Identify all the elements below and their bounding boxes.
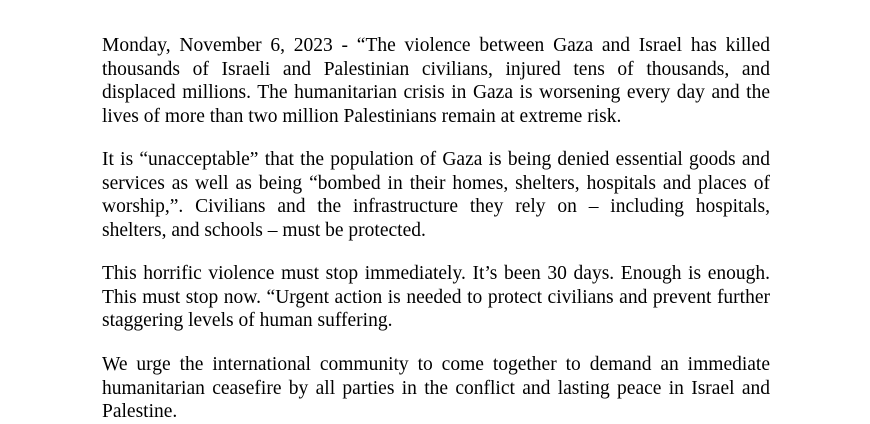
text-line: lives of more than two million Palestinians remain at extreme risk. <box>102 105 622 127</box>
text-line: This must stop now. “Urgent action is needed to protect civilians and prevent further <box>102 286 770 308</box>
text-line: thousands of Israeli and Palestinian civilians, injured tens of thousands, and <box>102 58 770 80</box>
text-line: services as well as being “bombed in their homes, shelters, hospitals and places of <box>102 172 770 194</box>
paragraph-statement-intro <box>102 34 770 128</box>
paragraph-stop-violence <box>102 262 770 333</box>
text-line: displaced millions. The humanitarian crisis in Gaza is worsening every day and the <box>102 82 770 103</box>
text-line: Monday, November 6, 2023 - “The violence between Gaza and Israel has killed <box>102 35 770 56</box>
paragraph-unacceptable <box>102 148 770 242</box>
text-line: This horrific violence must stop immediately. It’s been 30 days. Enough is enough. <box>102 263 770 284</box>
text-line: shelters, and schools – must be protected. <box>102 219 426 241</box>
text-line: We urge the international community to come together to demand an immediate <box>102 354 770 375</box>
document-page <box>102 0 770 422</box>
text-line: humanitarian ceasefire by all parties in the conflict and lasting peace in Israel and <box>102 377 770 399</box>
text-line: It is “unacceptable” that the population of Gaza is being denied essential goods and <box>102 149 770 170</box>
paragraph-ceasefire-appeal <box>102 353 770 424</box>
text-line: worship,”. Civilians and the infrastructure they rely on – including hospitals, <box>102 196 770 217</box>
text-line: staggering levels of human suffering. <box>102 310 393 331</box>
text-line: Palestine. <box>102 401 178 422</box>
